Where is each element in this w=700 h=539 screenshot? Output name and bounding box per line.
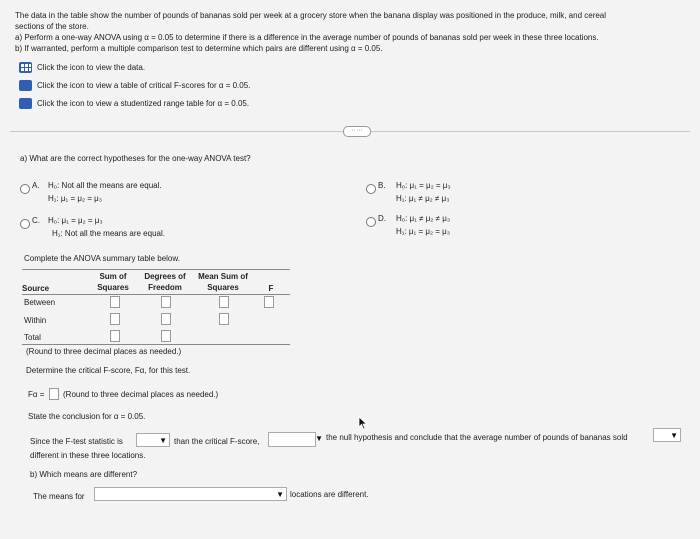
view-data-link[interactable] <box>19 62 145 73</box>
view-f-table-link[interactable] <box>19 80 250 91</box>
option-a-h0: H₀: Not all the means are equal. <box>48 181 162 190</box>
header-ms-line2: Squares <box>207 283 239 292</box>
intro-part-b: b) If warranted, perform a multiple comparison test to determine which pairs are different using α = 0.05. <box>15 44 383 53</box>
option-a-radio[interactable] <box>20 184 30 194</box>
conclusion-state: State the conclusion for α = 0.05. <box>28 412 146 421</box>
header-ms-line1: Mean Sum of <box>198 272 248 281</box>
option-d-h1: H₁: μ₁ = μ₂ = μ₃ <box>396 227 451 236</box>
view-q-table-link[interactable] <box>19 98 249 109</box>
critical-round-note: (Round to three decimal places as needed.) <box>63 390 219 399</box>
chevron-down-icon: ▼ <box>159 436 167 445</box>
f-score-input[interactable] <box>268 432 316 447</box>
option-d-letter: D. <box>378 214 386 223</box>
option-a-letter: A. <box>32 181 40 190</box>
between-ss-input[interactable] <box>110 296 120 308</box>
option-d-h0: H₀: μ₁ ≠ μ₂ ≠ μ₃ <box>396 214 451 223</box>
table-top-rule <box>22 269 290 270</box>
than-text: than the critical F-score, <box>174 437 260 446</box>
reject-select-arrow[interactable] <box>312 432 323 446</box>
anova-instruction: Complete the ANOVA summary table below. <box>24 254 180 263</box>
view-f-table-label: Click the icon to view a table of critical F-scores for α = 0.05. <box>37 80 251 90</box>
between-f-input[interactable] <box>264 296 274 308</box>
between-df-input[interactable] <box>161 296 171 308</box>
within-ss-input[interactable] <box>110 313 120 325</box>
intro-part-a: a) Perform a one-way ANOVA using α = 0.05 to determine if there is a difference in the average number of pounds of bananas sold per week in these three locations. <box>15 33 599 42</box>
critical-f-input[interactable] <box>49 388 59 400</box>
option-c[interactable] <box>20 216 30 234</box>
option-c-radio[interactable] <box>20 219 30 229</box>
anova-round-note: (Round to three decimal places as needed.) <box>26 347 182 356</box>
header-ss-line1: Sum of <box>99 272 127 281</box>
view-q-table-label: Click the icon to view a studentized range table for α = 0.05. <box>37 98 250 108</box>
comparison-select[interactable] <box>136 433 170 447</box>
cursor-icon <box>358 416 368 430</box>
header-df-line1: Degrees of <box>144 272 186 281</box>
question-b: b) Which means are different? <box>30 470 138 479</box>
view-data-label: Click the icon to view the data. <box>37 62 146 72</box>
is-is-not-select[interactable] <box>653 428 681 442</box>
table-icon[interactable] <box>19 62 32 73</box>
chevron-down-icon: ▼ <box>670 431 678 440</box>
option-d[interactable] <box>366 214 376 232</box>
header-ss-line2: Squares <box>97 283 129 292</box>
critical-instruction: Determine the critical F-score, Fα, for this test. <box>26 366 191 375</box>
different-text: different in these three locations. <box>30 451 146 460</box>
option-a-h1: H₁: μ₁ = μ₂ = μ₃ <box>48 194 103 203</box>
option-b[interactable] <box>366 181 376 199</box>
document-icon[interactable] <box>19 80 32 91</box>
option-d-radio[interactable] <box>366 217 376 227</box>
means-for-text: The means for <box>33 492 85 501</box>
intro-line1: The data in the table show the number of pounds of bananas sold per week at a grocery store when the banana display was positioned in the produce, milk, and cereal <box>15 11 607 20</box>
within-ms-input[interactable] <box>219 313 229 325</box>
since-text: Since the F-test statistic is <box>30 437 123 446</box>
chevron-down-icon: ▼ <box>315 434 323 443</box>
option-b-h1: H₁: μ₁ ≠ μ₂ ≠ μ₃ <box>396 194 450 203</box>
option-c-letter: C. <box>32 216 40 225</box>
option-b-h0: H₀: μ₁ = μ₂ = μ₃ <box>396 181 451 190</box>
option-c-h0: H₀: μ₁ = μ₂ = μ₃ <box>48 216 103 225</box>
header-source: Source <box>22 284 50 293</box>
intro-line2: sections of the store. <box>15 22 89 31</box>
row-between-label: Between <box>24 298 56 307</box>
table-bottom-rule <box>22 344 290 345</box>
between-ms-input[interactable] <box>219 296 229 308</box>
question-a: a) What are the correct hypotheses for the one-way ANOVA test? <box>20 154 251 163</box>
option-c-h1: H₁: Not all the means are equal. <box>52 229 165 238</box>
expand-button[interactable]: ····· <box>343 126 371 137</box>
header-df-line2: Freedom <box>148 283 182 292</box>
table-header-rule <box>22 294 290 295</box>
problem-intro <box>15 10 695 54</box>
row-within-label: Within <box>24 316 47 325</box>
option-a[interactable] <box>20 181 30 199</box>
header-f: F <box>268 284 274 293</box>
chevron-down-icon: ▼ <box>276 490 284 499</box>
locations-select[interactable] <box>94 487 287 501</box>
total-ss-input[interactable] <box>110 330 120 342</box>
null-text: the null hypothesis and conclude that the average number of pounds of bananas sold <box>326 433 628 442</box>
critical-label: Fα = <box>28 390 45 399</box>
document-icon[interactable] <box>19 98 32 109</box>
within-df-input[interactable] <box>161 313 171 325</box>
total-df-input[interactable] <box>161 330 171 342</box>
option-b-letter: B. <box>378 181 386 190</box>
option-b-radio[interactable] <box>366 184 376 194</box>
row-total-label: Total <box>24 333 41 342</box>
locations-text: locations are different. <box>290 490 369 499</box>
